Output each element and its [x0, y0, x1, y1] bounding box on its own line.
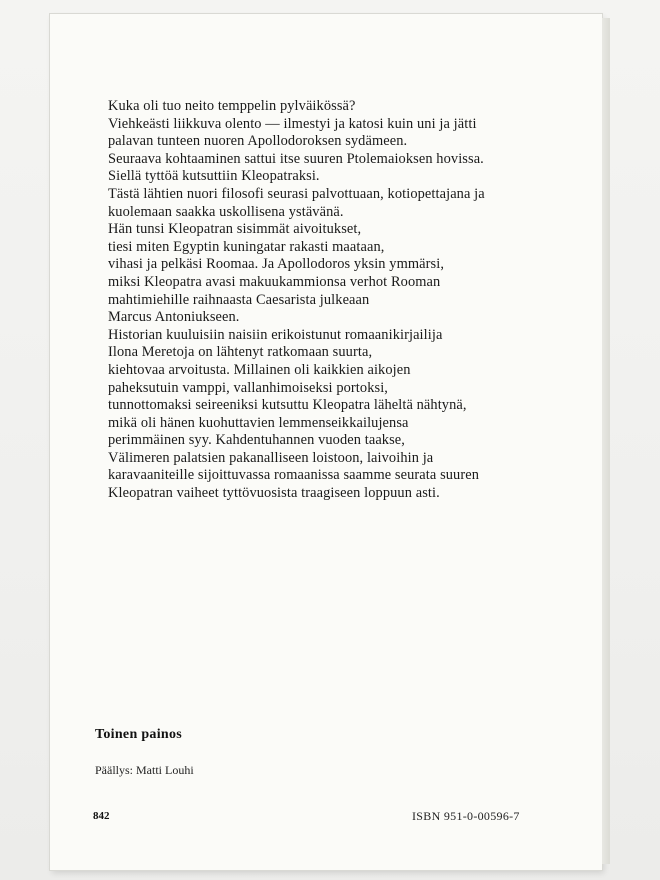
edition-label: Toinen painos: [95, 727, 183, 742]
blurb-line: Tästä lähtien nuori filosofi seurasi palvottuaan, kotiopettajana ja: [108, 185, 485, 202]
blurb-line: Siellä tyttöä kutsuttiin Kleopatraksi.: [108, 168, 320, 185]
blurb-line: kiehtovaa arvoitusta. Millainen oli kaikkien aikojen: [108, 361, 411, 378]
blurb-line: mahtimiehille raihnaasta Caesarista julkeaan: [108, 291, 370, 308]
blurb-text: [108, 98, 578, 503]
blurb-line: tunnottomaksi seireeniksi kutsuttu Kleopatra läheltä nähtynä,: [108, 397, 467, 414]
blurb-line: Hän tunsi Kleopatran sisimmät aivoitukset,: [108, 221, 362, 238]
cover-designer-credit: Päällys: Matti Louhi: [95, 763, 194, 777]
blurb-line: karavaaniteille sijoittuvassa romaanissa saamme seurata suuren: [108, 467, 480, 484]
blurb-line: paheksutuin vamppi, vallanhimoiseksi portoksi,: [108, 379, 388, 396]
blurb-line: Ilona Meretoja on lähtenyt ratkomaan suurta,: [108, 344, 373, 361]
blurb-line: mikä oli hänen kuohuttavien lemmenseikkailujensa: [108, 414, 409, 431]
blurb-line: palavan tunteen nuoren Apollodoroksen sydämeen.: [108, 133, 408, 150]
blurb-line: tiesi miten Egyptin kuningatar rakasti maataan,: [108, 238, 385, 255]
book-back-cover: [50, 14, 602, 870]
blurb-line: vihasi ja pelkäsi Roomaa. Ja Apollodoros yksin ymmärsi,: [108, 256, 445, 273]
blurb-line: Välimeren palatsien pakanalliseen loistoon, laivoihin ja: [108, 449, 434, 466]
blurb-line: Kleopatran vaiheet tyttövuosista traagiseen loppuun asti.: [108, 485, 440, 502]
blurb-line: kuolemaan saakka uskollisena ystävänä.: [108, 203, 344, 220]
blurb-line: Marcus Antoniukseen.: [108, 309, 240, 326]
blurb-line: miksi Kleopatra avasi makuukammionsa verhot Rooman: [108, 273, 441, 290]
blurb-line: Kuka oli tuo neito temppelin pylväikössä?: [108, 98, 356, 114]
isbn: ISBN 951-0-00596-7: [412, 809, 520, 823]
book-number: 842: [93, 810, 110, 822]
blurb-line: Viehkeästi liikkuva olento — ilmestyi ja katosi kuin uni ja jätti: [108, 115, 477, 132]
blurb-line: Seuraava kohtaaminen sattui itse suuren Ptolemaioksen hovissa.: [108, 150, 484, 167]
blurb-line: perimmäinen syy. Kahdentuhannen vuoden taakse,: [108, 432, 405, 449]
blurb-line: Historian kuuluisiin naisiin erikoistunut romaanikirjailija: [108, 326, 443, 343]
